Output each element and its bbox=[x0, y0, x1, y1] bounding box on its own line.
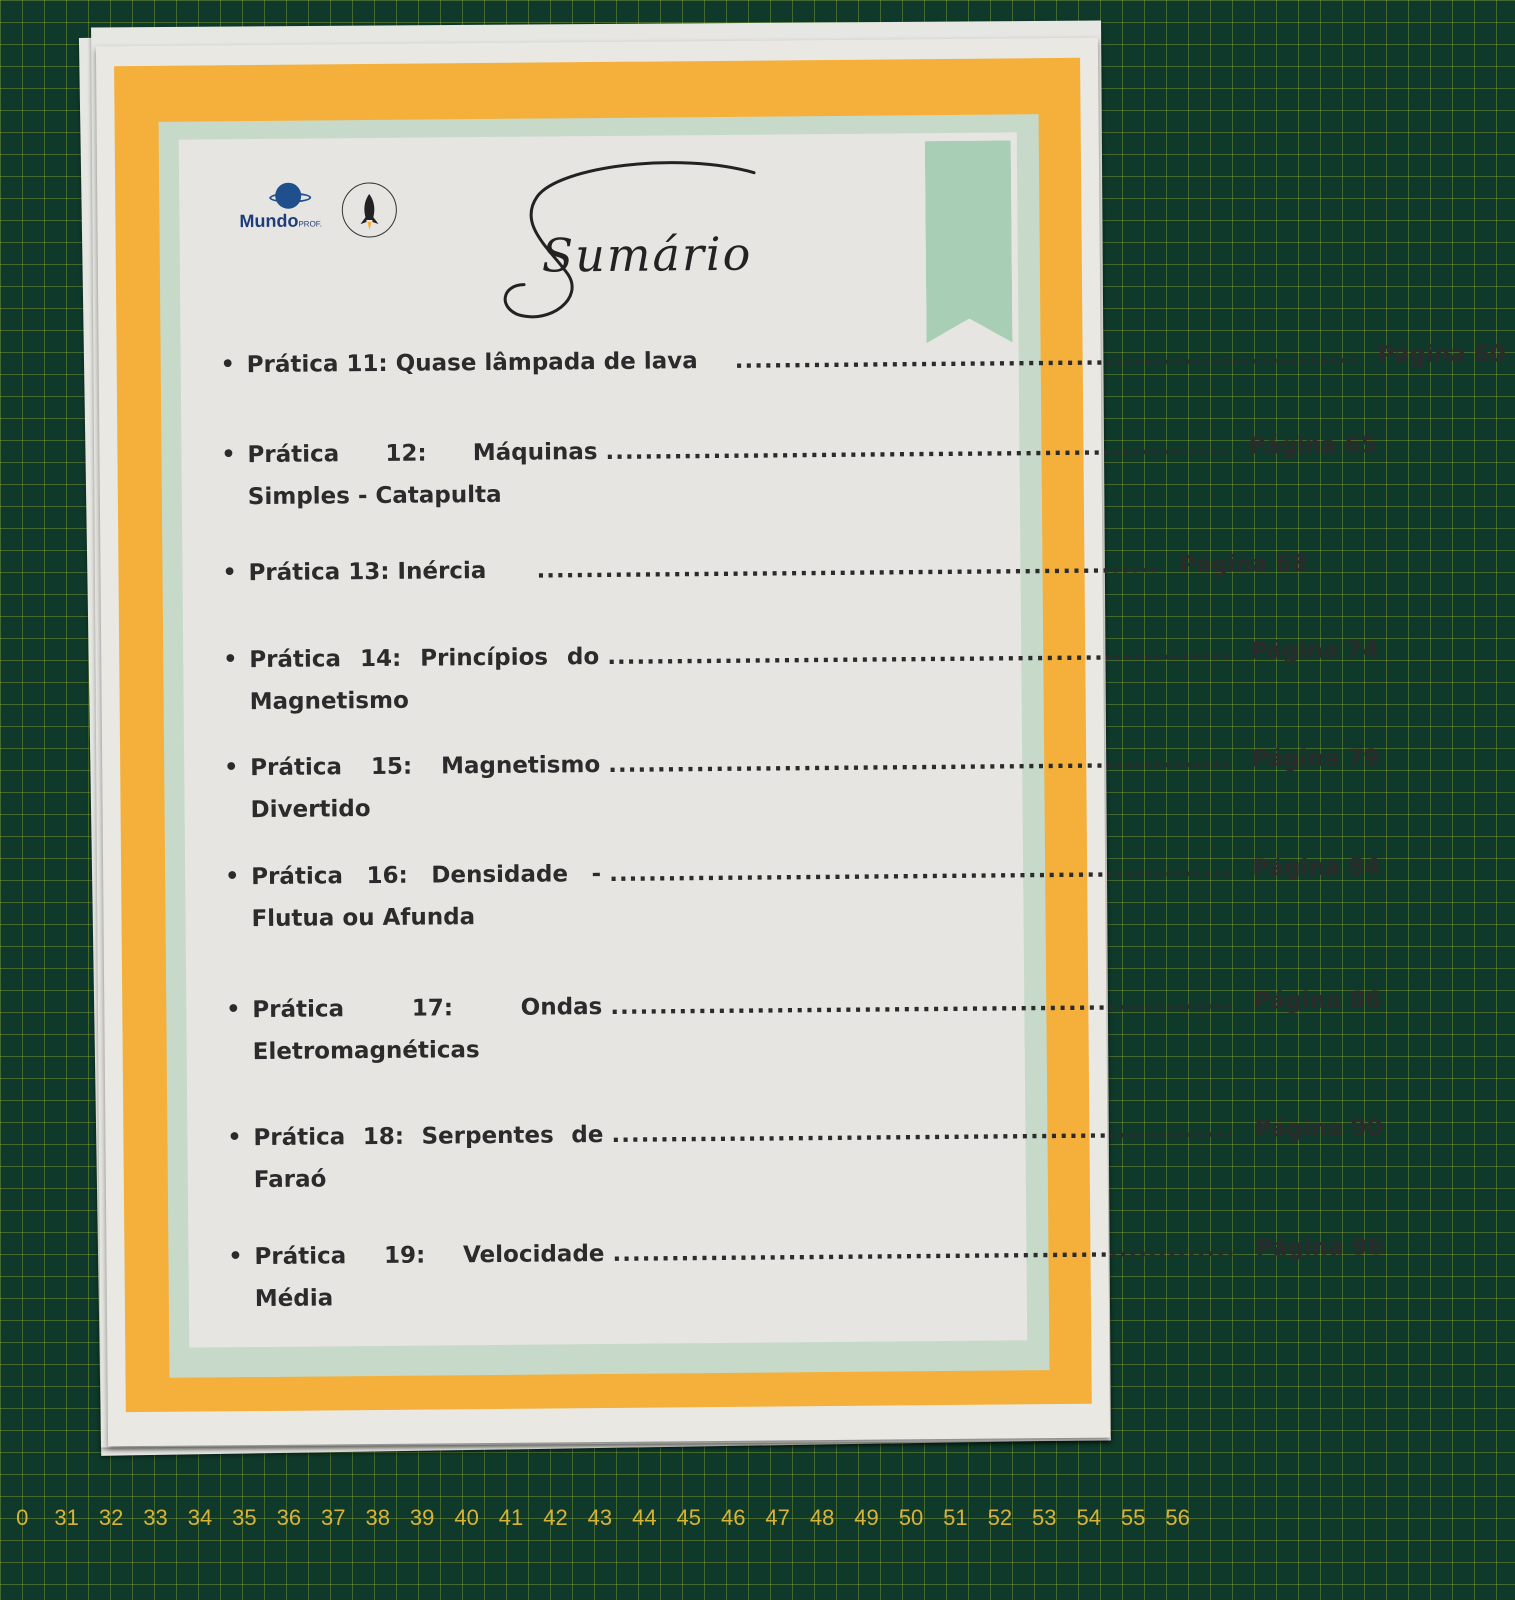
dot-leader: ................................................................ bbox=[607, 638, 1231, 670]
ruler-number: 32 bbox=[98, 1505, 124, 1530]
dot-leader: ................................................................ bbox=[609, 855, 1233, 887]
table-of-contents bbox=[220, 338, 1506, 1313]
bullet-icon: • bbox=[221, 442, 236, 468]
ruler-number: 37 bbox=[321, 1505, 346, 1530]
toc-entry-11 bbox=[220, 338, 1506, 387]
dot-leader: ................................................................ bbox=[610, 988, 1234, 1020]
dot-leader: ................................................................ bbox=[608, 746, 1232, 778]
bullet-icon: • bbox=[222, 560, 237, 586]
toc-entry-title: Prática 18: Serpentes de Faraó bbox=[253, 1122, 604, 1194]
toc-entry-title: Prática 15: Magnetismo Divertido bbox=[250, 752, 601, 824]
ruler-number: 31 bbox=[54, 1505, 79, 1530]
ruler-number: 44 bbox=[632, 1505, 657, 1530]
toc-entry-16 bbox=[225, 849, 1381, 940]
toc-page-number: Página 86 bbox=[1253, 987, 1382, 1015]
dot-leader: ................................................................ bbox=[612, 1235, 1236, 1267]
toc-entry-title: Prática 19: Velocidade Média bbox=[254, 1241, 605, 1313]
bullet-icon: • bbox=[228, 1244, 243, 1270]
ruler-number: 52 bbox=[987, 1505, 1013, 1530]
ruler-number: 49 bbox=[854, 1505, 879, 1530]
toc-page-number: Página 90 bbox=[1254, 1115, 1383, 1143]
ruler-number: 41 bbox=[498, 1505, 524, 1530]
toc-entry-title: Prática 13: Inércia bbox=[248, 558, 487, 587]
ruler-number: 34 bbox=[187, 1505, 213, 1530]
toc-entry-12 bbox=[221, 428, 1377, 519]
bullet-icon: • bbox=[225, 864, 240, 890]
cutting-mat-ruler bbox=[0, 1488, 1200, 1548]
ruler-number: 40 bbox=[454, 1505, 479, 1530]
ruler-number: 36 bbox=[276, 1505, 302, 1530]
bullet-icon: • bbox=[223, 647, 238, 673]
toc-page-number: Página 60 bbox=[1377, 341, 1506, 369]
ruler-number: 56 bbox=[1165, 1505, 1190, 1530]
orange-frame bbox=[114, 58, 1506, 1412]
globe-icon bbox=[275, 183, 301, 209]
ruler-number: 35 bbox=[232, 1505, 257, 1530]
ruler-number: 53 bbox=[1032, 1505, 1057, 1530]
ruler-number: 54 bbox=[1076, 1505, 1101, 1530]
toc-entry-title: Prática 16: Densidade - Flutua ou Afunda bbox=[251, 861, 602, 933]
toc-entry-15 bbox=[224, 741, 1380, 832]
bullet-icon: • bbox=[227, 1125, 242, 1151]
dot-leader: ................................................................ bbox=[536, 552, 1160, 584]
ruler-number: 46 bbox=[720, 1505, 746, 1530]
rocket-seal-logo bbox=[339, 180, 400, 241]
bookmark-ribbon bbox=[925, 140, 1013, 343]
ruler-number: 43 bbox=[587, 1505, 613, 1530]
toc-entry-title: Prática 12: Máquinas Simples - Catapulta bbox=[247, 439, 598, 511]
dot-leader: ................................................................ bbox=[734, 342, 1358, 374]
toc-entry-18 bbox=[227, 1110, 1383, 1201]
ruler-number: 42 bbox=[543, 1505, 568, 1530]
toc-page-number: Página 68 bbox=[1179, 550, 1308, 578]
ruler-number: 45 bbox=[676, 1505, 702, 1530]
ruler-number: 50 bbox=[898, 1505, 924, 1530]
toc-entry-title: Prática 11: Quase lâmpada de lava bbox=[246, 348, 698, 379]
toc-page-number: Página 65 bbox=[1248, 432, 1377, 460]
logo-word: Mundo bbox=[239, 210, 299, 232]
bullet-icon: • bbox=[220, 352, 235, 378]
toc-page-number: Página 96 bbox=[1255, 1234, 1384, 1262]
page-title: Sumário bbox=[541, 226, 753, 283]
mundo-prof-logo bbox=[239, 182, 340, 243]
ruler-number: 51 bbox=[943, 1505, 968, 1530]
toc-entry-19 bbox=[228, 1229, 1384, 1320]
mint-frame bbox=[159, 114, 1506, 1378]
toc-page-number: Página 74 bbox=[1250, 637, 1379, 665]
ruler-number: 0 bbox=[16, 1505, 29, 1530]
toc-entry-17 bbox=[226, 982, 1382, 1073]
ruler-number: 39 bbox=[409, 1505, 435, 1530]
content-area bbox=[179, 132, 1506, 1347]
toc-entry-title: Prática 17: Ondas Eletromagnéticas bbox=[252, 994, 603, 1066]
bullet-icon: • bbox=[226, 997, 241, 1023]
document-page bbox=[96, 38, 1506, 1447]
ruler-number: 38 bbox=[365, 1505, 390, 1530]
toc-entry-13 bbox=[222, 546, 1308, 595]
ruler-number: 33 bbox=[143, 1505, 168, 1530]
ruler-number: 48 bbox=[809, 1505, 835, 1530]
dot-leader: ................................................................ bbox=[611, 1116, 1235, 1148]
toc-entry-title: Prática 14: Princípios do Magnetismo bbox=[249, 644, 600, 716]
toc-page-number: Página 79 bbox=[1251, 745, 1380, 773]
logo-suffix: PROF. bbox=[298, 219, 323, 229]
toc-page-number: Página 84 bbox=[1252, 854, 1381, 882]
ruler-number: 47 bbox=[765, 1505, 790, 1530]
dot-leader: ................................................................ bbox=[605, 433, 1229, 465]
ruler-number: 55 bbox=[1120, 1505, 1146, 1530]
rocket-flame bbox=[367, 222, 371, 230]
toc-entry-14 bbox=[223, 633, 1379, 724]
rocket-icon bbox=[364, 194, 374, 220]
bullet-icon: • bbox=[224, 755, 239, 781]
